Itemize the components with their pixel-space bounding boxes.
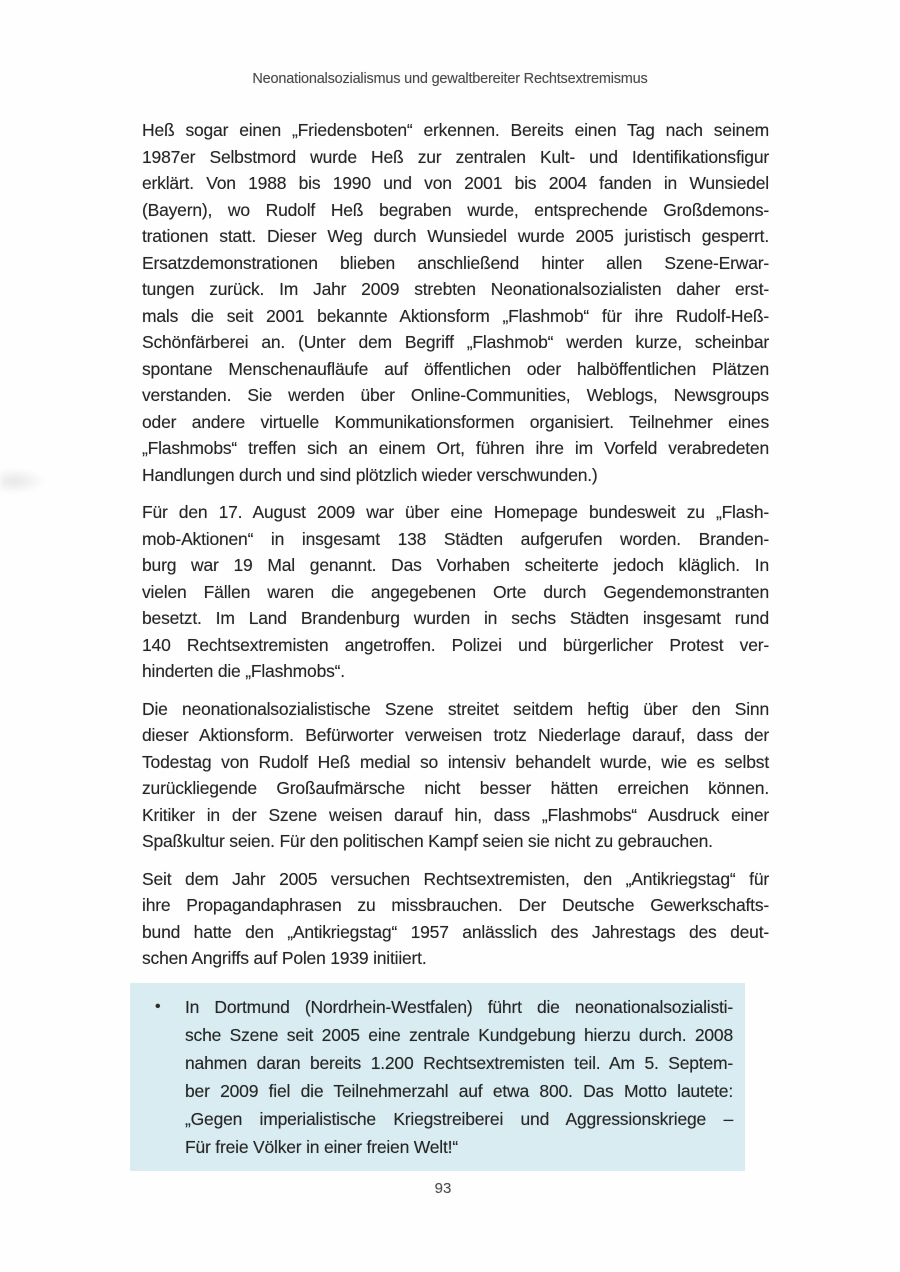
text-line: erklärt. Von 1988 bis 1990 und von 2001 bis 2004 fanden in Wunsiedel [142,173,769,193]
text-line: trationen statt. Dieser Weg durch Wunsiedel wurde 2005 juristisch gesperrt. [142,226,769,246]
text-line: tungen zurück. Im Jahr 2009 strebten Neonationalsozialisten daher erst- [142,279,769,299]
text-line: (Bayern), wo Rudolf Heß begraben wurde, entsprechende Großdemons- [142,199,769,220]
text-line: Todestag von Rudolf Heß medial so intensiv behandelt wurde, wie es selbst [142,751,769,772]
text-line: „Gegen imperialistische Kriegstreiberei und Aggressionskriege – [185,1108,733,1129]
text-line: Spaßkultur seien. Für den politischen Kampf seien sie nicht zu gebrauchen. [142,831,713,851]
text-line: Handlungen durch und sind plötzlich wieder verschwunden.) [142,464,598,485]
text-line: dieser Aktionsform. Befürworter verweisen trotz Niederlage darauf, dass der [142,725,769,745]
text-line: 1987er Selbstmord wurde Heß zur zentralen Kult- und Identifikationsfigur [142,146,769,167]
text-line: spontane Menschenaufläufe auf öffentlichen oder halböffentlichen Plätzen [142,358,769,379]
text-line: Heß sogar einen „Friedensboten“ erkennen. Bereits einen Tag nach seinem [142,120,769,140]
text-line: bund hatte den „Antikriegstag“ 1957 anlässlich des Jahrestags des deut- [142,921,769,942]
highlight-box-text [185,993,733,1161]
text-line: Kritiker in der Szene weisen darauf hin, dass „Flashmobs“ Ausdruck einer [142,804,769,825]
text-line: mals die seit 2001 bekannte Aktionsform „Flashmob“ für ihre Rudolf-Heß- [142,305,769,326]
text-line: Ersatzdemonstrationen blieben anschließend hinter allen Szene-Erwar- [142,252,769,273]
text-line: hinderten die „Flashmobs“. [142,661,345,681]
text-line: Schönfärberei an. (Unter dem Begriff „Flashmob“ werden kurze, scheinbar [142,332,769,352]
text-line: vielen Fällen waren die angegebenen Orte durch Gegendemonstranten [142,581,769,602]
scan-smudge-artifact [0,468,46,494]
text-line: „Flashmobs“ treffen sich an einem Ort, führen ihre im Vorfeld verabredeten [142,438,769,458]
text-line: mob-Aktionen“ in insgesamt 138 Städten aufgerufen worden. Branden- [142,528,769,549]
paragraph-szene-streit [142,696,769,855]
page-number: 93 [434,1180,452,1197]
highlight-box [130,983,745,1171]
running-head: Neonationalsozialismus und gewaltbereiter Rechtsextremismus [252,71,648,87]
text-line: ihre Propagandaphrasen zu missbrauchen. Der Deutsche Gewerkschafts- [142,895,769,915]
paragraph-hess-flashmob-intro [142,117,769,488]
text-line: besetzt. Im Land Brandenburg wurden in sechs Städten insgesamt rund [142,608,769,628]
text-line: schen Angriffs auf Polen 1939 initiiert. [142,948,427,968]
text-line: ber 2009 fiel die Teilnehmerzahl auf etwa 800. Das Motto lautete: [185,1080,733,1101]
paragraph-flashmob-august-2009 [142,499,769,685]
text-line: Die neonationalsozialistische Szene streitet seitdem heftig über den Sinn [142,698,769,719]
bullet-marker: • [155,997,161,1015]
text-line: In Dortmund (Nordrhein-Westfalen) führt die neonationalsozialisti- [185,996,733,1017]
text-line: Für den 17. August 2009 war über eine Homepage bundesweit zu „Flash- [142,502,769,522]
body-text-column [142,117,769,1171]
text-line: burg war 19 Mal genannt. Das Vorhaben scheiterte jedoch kläglich. In [142,555,769,575]
text-line: Für freie Völker in einer freien Welt!“ [185,1136,458,1157]
text-line: 140 Rechtsextremisten angetroffen. Polizei und bürgerlicher Protest ver- [142,634,769,655]
paragraph-antikriegstag [142,866,769,972]
text-line: verstanden. Sie werden über Online-Communities, Weblogs, Newsgroups [142,385,769,405]
text-line: sche Szene seit 2005 eine zentrale Kundgebung hierzu durch. 2008 [185,1024,733,1045]
text-line: Seit dem Jahr 2005 versuchen Rechtsextremisten, den „Antikriegstag“ für [142,868,769,889]
text-line: zurückliegende Großaufmärsche nicht besser hätten erreichen können. [142,778,769,798]
text-line: nahmen daran bereits 1.200 Rechtsextremisten teil. Am 5. Septem- [185,1052,733,1073]
text-line: oder andere virtuelle Kommunikationsformen organisiert. Teilnehmer eines [142,411,769,432]
